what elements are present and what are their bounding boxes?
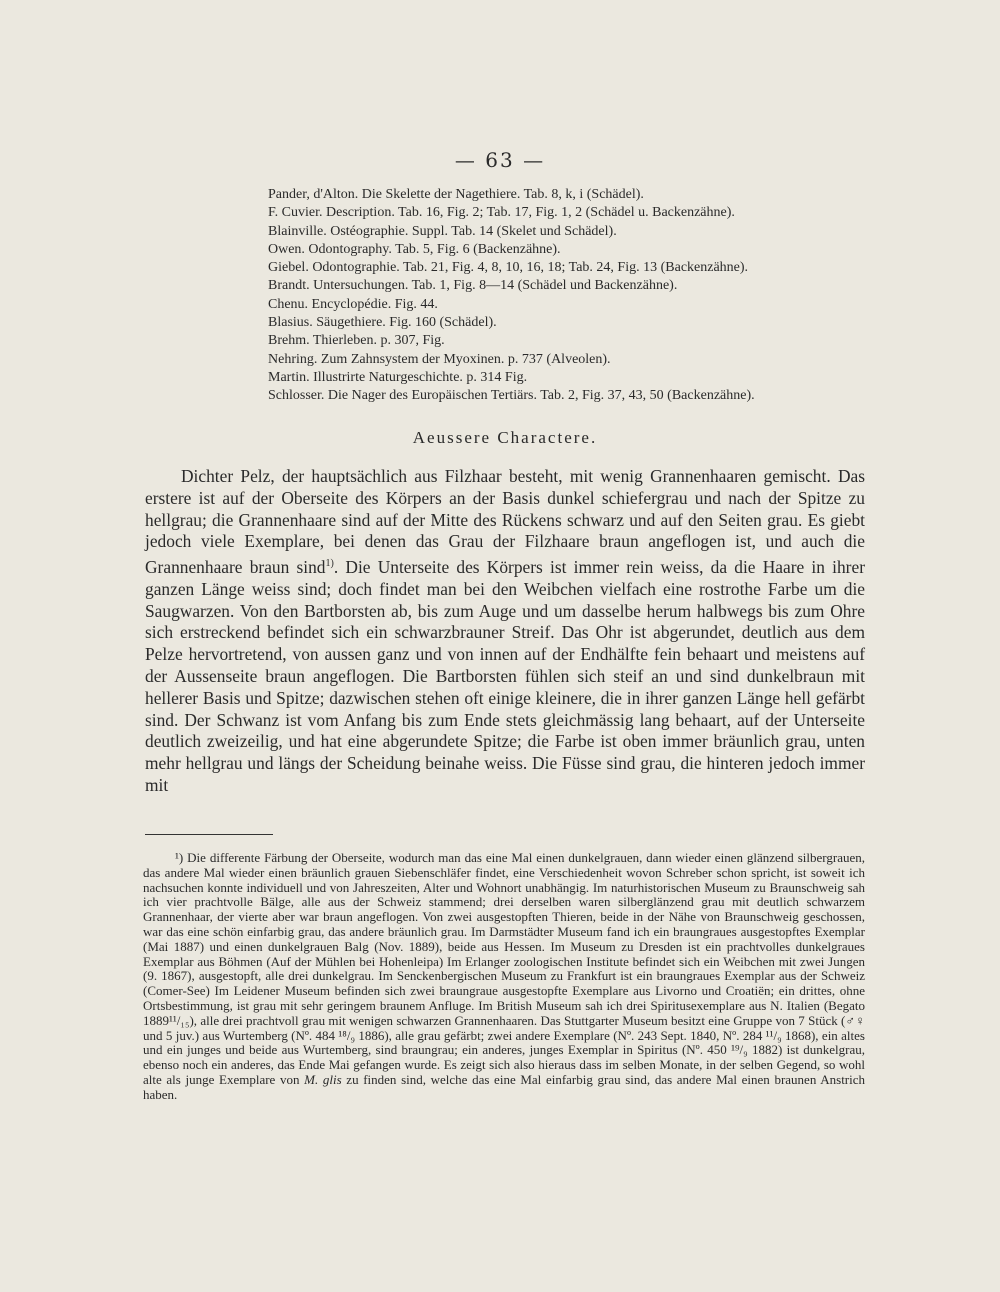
section-heading: Aeussere Charactere.: [412, 428, 598, 447]
page-number: — 63 —: [454, 148, 546, 172]
footnote-species-name: M. glis: [304, 1071, 342, 1087]
footnote-text: Die differente Färbung der Oberseite, wodurch man das eine Mal einen dunkelgrauen, dann wieder einen glänzend silbergrauen, das andere Mal wieder einen bräunlich grauen Siebenschläfer findet, eine Verschiedenheit wovon Schreber schon spricht, ist soweit ich nachsuchen konnte individuell und von Jahreszeiten, Alter und Wohnort unabhängig. Im naturhistorischen Museum zu Braunschweig sah ich vier prachtvolle Bälge, alle aus der Schweiz stammend; drei derselben waren silberglänzend grau mit deutlich schwarzem Grannenhaar, der vierte aber war braun angeflogen. Von zwei ausgestopften Thieren, beide in der Nähe von Braunschweig geschossen, war das eine schön einfarbig grau, das andere bräunlich grau. Im Darmstädter Museum fand ich ein braungraues ausgestopftes Exemplar (Mai 1887) und einen dunkelgrauen Balg (Nov. 1889), beide aus Hessen. Im Museum zu Dresden ist ein prachtvolles dunkelgraues Exemplar aus Böhmen (Auf der Mühlen bei Hohenleipa) Im Erlanger zoologischen Institute befindet sich ein Weibchen mit zwei Jungen (9. 1867), ausgestopft, alle drei dunkelgrau. Im Senckenbergischen Museum zu Frankfurt ist ein braungraues Exemplar aus der Schweiz (Comer-See) Im Leidener Museum befinden sich zwei braungraue ausgestopfte Exemplare aus Livorno und Croatiën; ein drittes, ohne Ortsbestimmung, ist grau mit sehr geringem braunem Anfluge. Im British Museum sah ich drei Spiritusexemplare aus N. Italien (Begato 1889¹¹/₁₅), alle drei prachtvoll grau mit wenigen schwarzen Grannenhaaren. Das Stuttgarter Museum besitzt eine Gruppe von 7 Stück (♂♀ und 5 juv.) aus Wurtemberg (Nº. 484 ¹⁸/₉ 1886), alle grau gefärbt; zwei andere Exemplare (Nº. 243 Sept. 1840, Nº. 284 ¹¹/₉ 1868), ein altes und ein junges und beide aus Wurtemberg, sind braungrau; ein anderes, junges Exemplar in Spiritus (Nº. 450 ¹⁹/₉ 1882) ist dunkelgrau, ebenso noch ein anderes, das Ende Mai gefangen wurde. Es zeigt sich also hieraus dass im selben Monate, in der selben Gegend, so wohl alte als junge Exemplare von: [143, 850, 866, 1087]
footnote-reference[interactable]: 1): [325, 558, 334, 570]
reference-list: [268, 186, 908, 406]
reference-item: Schlosser. Die Nager des Europäischen Tertiärs. Tab. 2, Fig. 37, 43, 50 (Backenzähne).: [268, 388, 755, 404]
reference-item: Brandt. Untersuchungen. Tab. 1, Fig. 8—14 (Schädel und Backenzähne).: [268, 278, 678, 294]
reference-item: Chenu. Encyclopédie. Fig. 44.: [268, 296, 438, 312]
body-text-part-1: Dichter Pelz, der hauptsächlich aus Filzhaar besteht, mit wenig Grannenhaaren gemischt. Das erstere ist auf der Oberseite des Körpers an der Basis dunkel schiefergrau und nach der Spitze zu hellgrau; die Grannenhaare sind auf der Mitte des Rückens schwarz und auf den Seiten grau. Es giebt jedoch viele Exemplare, bei denen das Grau der Filzhaare braun angeflogen ist, und auch die Grannenhaare braun sind: [145, 466, 865, 577]
reference-item: Brehm. Thierleben. p. 307, Fig.: [268, 333, 445, 349]
reference-item: Giebel. Odontographie. Tab. 21, Fig. 4, 8, 10, 16, 18; Tab. 24, Fig. 13 (Backenzähne).: [268, 260, 749, 276]
reference-item: Blasius. Säugethiere. Fig. 160 (Schädel).: [268, 315, 497, 331]
footnote-marker: ¹): [175, 850, 184, 865]
body-paragraph: [145, 466, 865, 797]
footnote-text-end: zu finden sind, welche das eine Mal einfarbig grau sind, das andere Mal einen braunen Anstrich haben.: [143, 1071, 866, 1102]
body-text-part-2: . Die Unterseite des Körpers ist immer rein weiss, da die Haare in ihrer ganzen Länge weiss sind; doch findet man bei den Weibchen vielfach eine rostrothe Farbe um die Saugwarzen. Von den Bartborsten ab, bis zum Auge und um dasselbe herum halbwegs bis zum Ohre sich erstreckend befindet sich ein schwarzbrauner Streif. Das Ohr ist abgerundet, deutlich aus dem Pelze hervortretend, von aussen ganz und von innen auf der Endhälfte fein behaart und meistens auf der Aussenseite braun angeflogen. Die Bartborsten fühlen sich steif an und sind dunkelbraun mit hellerer Basis und Spitze; dazwischen stehen oft einige kleinere, die in ihrer ganzen Länge hell gefärbt sind. Der Schwanz ist vom Anfang bis zum Ende stets gleichmässig lang behaart, auf der Unterseite deutlich zweizeilig, und hat eine abgerundete Spitze; die Farbe ist oben immer bräunlich grau, unten mehr hellgrau und längs der Scheidung beinahe weiss. Die Füsse sind grau, die hinteren jedoch immer mit: [145, 556, 865, 795]
reference-item: Owen. Odontography. Tab. 5, Fig. 6 (Backenzähne).: [268, 241, 561, 257]
reference-item: Martin. Illustrirte Naturgeschichte. p. 314 Fig.: [268, 369, 528, 385]
reference-item: Nehring. Zum Zahnsystem der Myoxinen. p. 737 (Alveolen).: [268, 351, 611, 367]
reference-item: F. Cuvier. Description. Tab. 16, Fig. 2; Tab. 17, Fig. 1, 2 (Schädel u. Backenzähne).: [268, 205, 735, 221]
footnote: [143, 851, 865, 1103]
footnote-divider: [145, 834, 273, 835]
reference-item: Pander, d'Alton. Die Skelette der Nagethiere. Tab. 8, k, i (Schädel).: [268, 187, 644, 202]
reference-item: Blainville. Ostéographie. Suppl. Tab. 14 (Skelet und Schädel).: [268, 223, 617, 239]
